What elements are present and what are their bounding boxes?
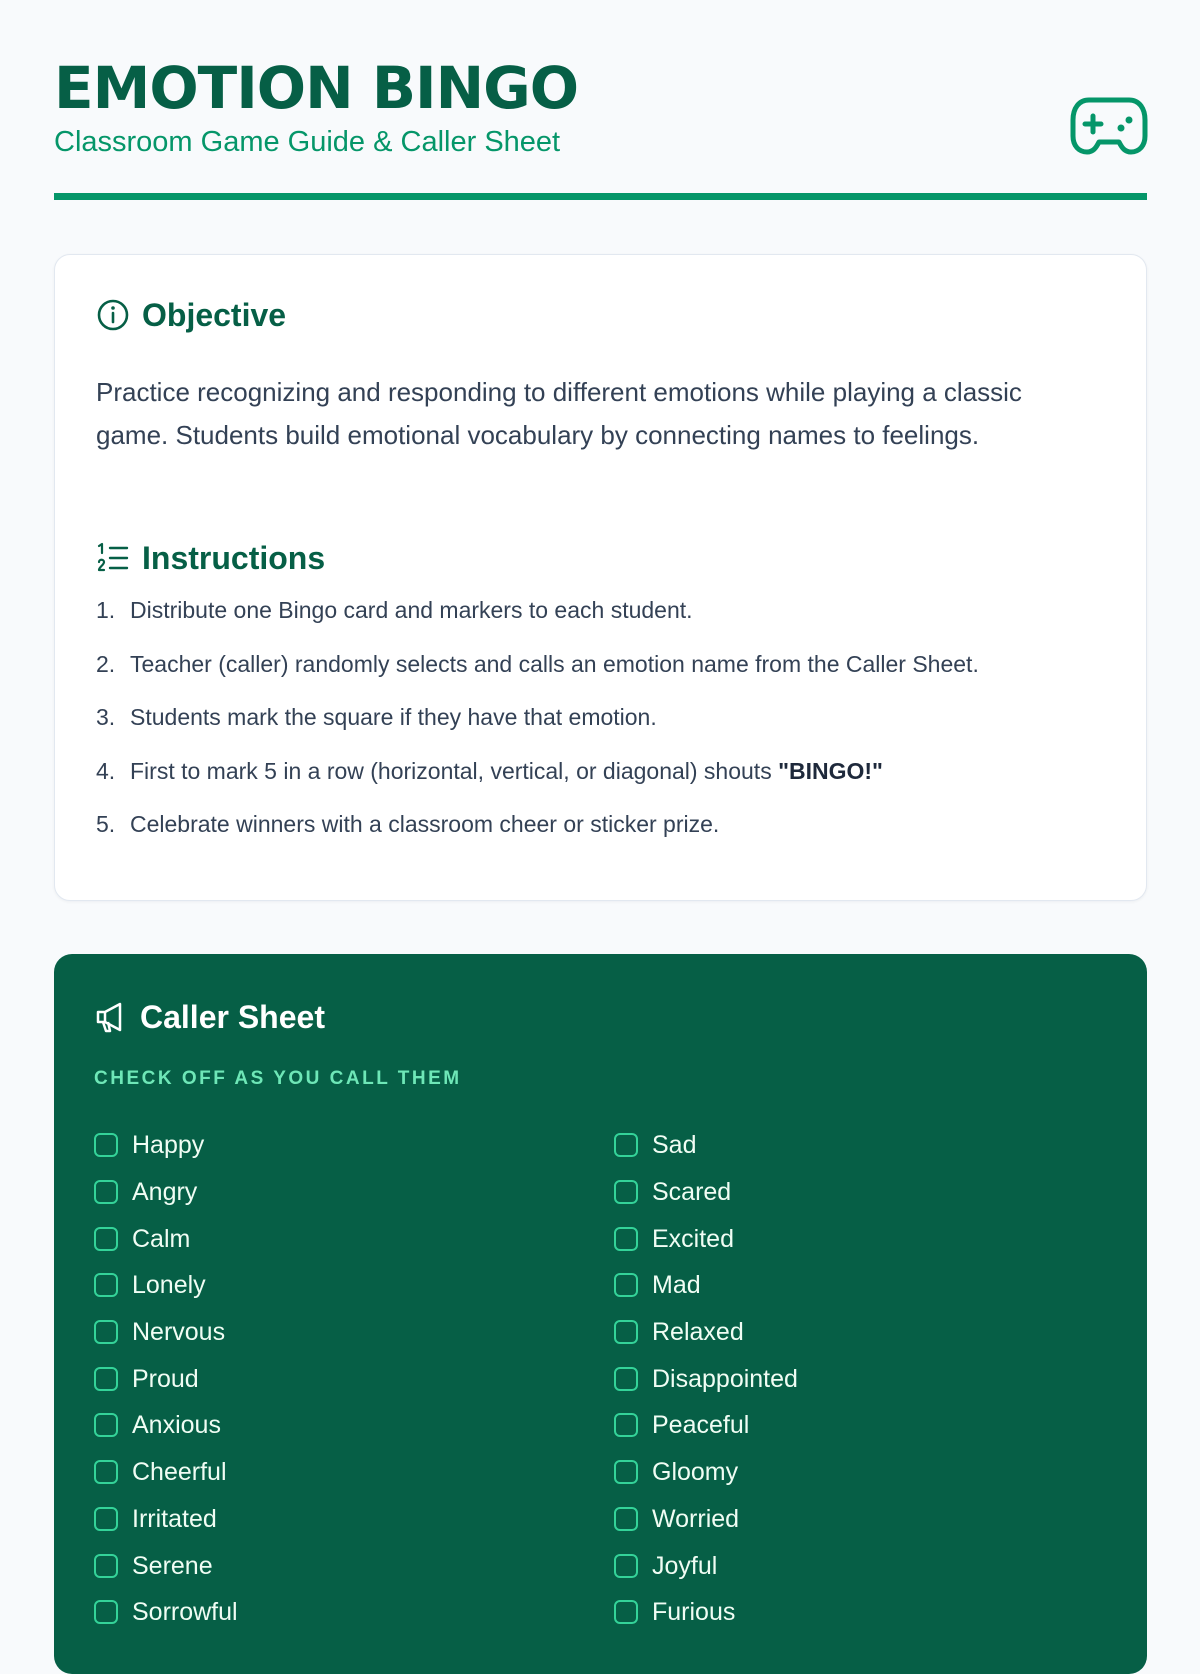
- emotion-checkbox[interactable]: [614, 1180, 638, 1204]
- instruction-step: 3. Students mark the square if they have that emotion.: [96, 704, 657, 730]
- emotion-label: Sorrowful: [132, 1598, 238, 1627]
- instructions-title: Instructions: [142, 540, 326, 576]
- page-header: [54, 0, 1147, 200]
- emotion-label: Anxious: [132, 1411, 221, 1440]
- emotion-label: Mad: [652, 1271, 701, 1300]
- emotion-checkbox[interactable]: [94, 1180, 118, 1204]
- emotion-checkbox[interactable]: [94, 1227, 118, 1251]
- emotion-item[interactable]: [614, 1262, 1114, 1309]
- emotion-item[interactable]: [94, 1402, 614, 1449]
- emotion-item[interactable]: [614, 1309, 1114, 1356]
- emotion-checkbox[interactable]: [94, 1460, 118, 1484]
- objective-text: Practice recognizing and responding to different emotions while playing a classic game. Students build emotional vocabulary by connecting names to feelings.: [96, 377, 1022, 450]
- numbered-list-icon: [96, 541, 130, 575]
- emotion-item[interactable]: [94, 1496, 614, 1543]
- emotion-label: Joyful: [652, 1551, 718, 1580]
- emotion-checkbox[interactable]: [94, 1367, 118, 1391]
- emotion-item[interactable]: [94, 1215, 614, 1262]
- emotion-item[interactable]: [94, 1449, 614, 1496]
- emotion-item[interactable]: [94, 1309, 614, 1356]
- instructions-heading: [96, 538, 325, 578]
- emotion-label: Lonely: [132, 1271, 206, 1300]
- emotion-checkbox[interactable]: [614, 1320, 638, 1344]
- emotion-item[interactable]: [94, 1122, 614, 1169]
- emotion-label: Peaceful: [652, 1411, 750, 1440]
- info-icon: [96, 298, 130, 332]
- emotion-label: Irritated: [132, 1504, 217, 1533]
- objective-title: Objective: [142, 297, 287, 333]
- emotion-checkbox[interactable]: [94, 1554, 118, 1578]
- instructions-list: [96, 595, 1106, 863]
- emotion-item[interactable]: [614, 1355, 1114, 1402]
- page-title: EMOTION BINGO: [54, 54, 579, 122]
- emotion-label: Excited: [652, 1224, 734, 1253]
- emotion-label: Disappointed: [652, 1364, 798, 1393]
- info-card: [54, 254, 1147, 901]
- megaphone-icon: [94, 1000, 128, 1034]
- emotion-label: Cheerful: [132, 1458, 227, 1487]
- emotion-checkbox[interactable]: [94, 1133, 118, 1157]
- emotion-item[interactable]: [614, 1215, 1114, 1262]
- emotion-label: Relaxed: [652, 1318, 744, 1347]
- emotion-checkbox[interactable]: [614, 1413, 638, 1437]
- emotion-item[interactable]: [94, 1542, 614, 1589]
- emotion-checkbox[interactable]: [94, 1273, 118, 1297]
- emotion-label: Calm: [132, 1224, 191, 1253]
- emotion-checkbox[interactable]: [614, 1554, 638, 1578]
- emotion-label: Gloomy: [652, 1458, 739, 1487]
- emotion-label: Serene: [132, 1551, 213, 1580]
- emotion-item[interactable]: [614, 1122, 1114, 1169]
- page-subtitle: Classroom Game Guide & Caller Sheet: [54, 126, 561, 158]
- emotion-item[interactable]: [614, 1449, 1114, 1496]
- emotion-checkbox[interactable]: [94, 1600, 118, 1624]
- emotion-item[interactable]: [94, 1355, 614, 1402]
- instruction-step: 5. Celebrate winners with a classroom cheer or sticker prize.: [96, 811, 720, 837]
- header-divider: [54, 193, 1147, 200]
- emotion-item[interactable]: [614, 1542, 1114, 1589]
- emotion-label: Sad: [652, 1131, 697, 1160]
- caller-sheet-subtitle: CHECK OFF AS YOU CALL THEM: [94, 1068, 462, 1089]
- emotion-checkbox[interactable]: [614, 1507, 638, 1531]
- objective-heading: [96, 295, 286, 335]
- emotion-checklist: [94, 1122, 1114, 1636]
- emotion-item[interactable]: [94, 1169, 614, 1216]
- bingo-callout: "BINGO!": [778, 757, 883, 784]
- emotion-label: Scared: [652, 1178, 732, 1207]
- instruction-step: 2. Teacher (caller) randomly selects and calls an emotion name from the Caller Sheet.: [96, 650, 979, 677]
- emotion-item[interactable]: [94, 1262, 614, 1309]
- emotion-item[interactable]: [614, 1589, 1114, 1636]
- instruction-step: 1. Distribute one Bingo card and markers to each student.: [96, 597, 693, 623]
- gamepad-icon: [1071, 96, 1147, 156]
- emotion-checkbox[interactable]: [614, 1367, 638, 1391]
- emotion-label: Happy: [132, 1131, 205, 1160]
- caller-sheet-heading: [94, 997, 325, 1037]
- emotion-checkbox[interactable]: [614, 1227, 638, 1251]
- caller-sheet: [54, 954, 1147, 1674]
- emotion-checkbox[interactable]: [614, 1460, 638, 1484]
- emotion-label: Worried: [652, 1504, 740, 1533]
- emotion-checkbox[interactable]: [614, 1133, 638, 1157]
- emotion-item[interactable]: [614, 1402, 1114, 1449]
- emotion-label: Furious: [652, 1598, 736, 1627]
- emotion-item[interactable]: [614, 1169, 1114, 1216]
- caller-sheet-title: Caller Sheet: [140, 999, 325, 1035]
- emotion-label: Angry: [132, 1178, 198, 1207]
- emotion-checkbox[interactable]: [614, 1273, 638, 1297]
- emotion-checkbox[interactable]: [614, 1600, 638, 1624]
- page: [54, 0, 1147, 1627]
- emotion-label: Nervous: [132, 1318, 226, 1347]
- emotion-checkbox[interactable]: [94, 1320, 118, 1344]
- emotion-checkbox[interactable]: [94, 1413, 118, 1437]
- instruction-step: 4. First to mark 5 in a row (horizontal, vertical, or diagonal) shouts "BINGO!": [96, 757, 883, 784]
- emotion-checkbox[interactable]: [94, 1507, 118, 1531]
- emotion-label: Proud: [132, 1364, 199, 1393]
- emotion-item[interactable]: [614, 1496, 1114, 1543]
- emotion-item[interactable]: [94, 1589, 614, 1636]
